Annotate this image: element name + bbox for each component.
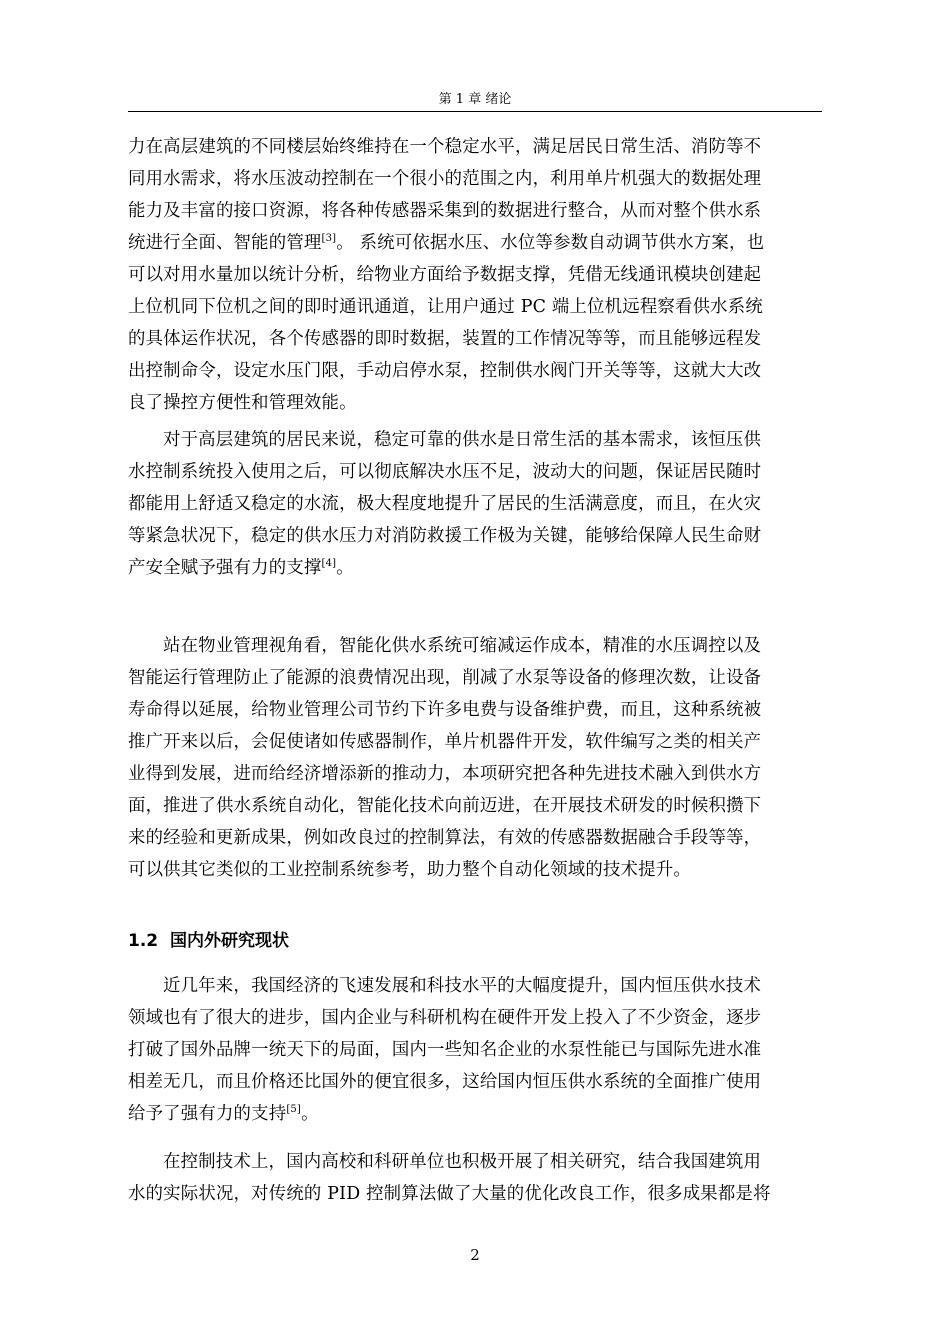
text-line: 可以供其它类似的工业控制系统参考，助力整个自动化领域的技术提升。: [128, 860, 691, 880]
text-fragment: 。 系统可依据水压、水位等参数自动调节供水方案，也: [336, 233, 765, 253]
text-fragment: 。: [336, 558, 354, 578]
text-line: 推广开来以后，会促使诸如传感器制作，单片机器件开发，软件编写之类的相关产: [128, 732, 762, 752]
paragraph: [128, 1146, 822, 1210]
text-line-with-citation: [128, 1098, 822, 1130]
text-line: 都能用上舒适又稳定的水流，极大程度地提升了居民的生活满意度，而且，在火灾: [128, 494, 762, 514]
text-line: 的具体运作状况，各个传感器的即时数据，装置的工作情况等等，而且能够远程发: [128, 329, 762, 349]
text-fragment: 。: [301, 1104, 319, 1124]
paragraph: [128, 131, 822, 419]
text-line-with-citation: [128, 227, 822, 259]
text-line: 相差无几，而且价格还比国外的便宜很多，这给国内恒压供水系统的全面推广使用: [128, 1072, 762, 1092]
citation-ref: [4]: [321, 558, 337, 569]
paragraph: [128, 630, 822, 886]
text-line: 能力及丰富的接口资源，将各种传感器采集到的数据进行整合，从而对整个供水系: [128, 201, 762, 221]
text-line: 近几年来，我国经济的飞速发展和科技水平的大幅度提升，国内恒压供水技术: [163, 976, 762, 996]
citation-ref: [5]: [286, 1104, 302, 1115]
text-line: 来的经验和更新成果，例如改良过的控制算法，有效的传感器数据融合手段等等，: [128, 828, 762, 848]
text-line: 业得到发展，进而给经济增添新的推动力，本项研究把各种先进技术融入到供水方: [128, 764, 762, 784]
text-line: 等紧急状况下，稳定的供水压力对消防救援工作极为关键，能够给保障人民生命财: [128, 526, 762, 546]
text-line: 站在物业管理视角看，智能化供水系统可缩减运作成本，精准的水压调控以及: [163, 636, 762, 656]
text-line: 在控制技术上，国内高校和科研单位也积极开展了相关研究，结合我国建筑用: [163, 1152, 762, 1172]
section-title: 国内外研究现状: [169, 931, 289, 951]
text-line-with-citation: [128, 552, 822, 584]
running-header: 第 1 章 绪论: [438, 92, 512, 107]
text-line: 寿命得以延展，给物业管理公司节约下许多电费与设备维护费，而且，这种系统被: [128, 700, 762, 720]
text-line: 智能运行管理防止了能源的浪费情况出现，削减了水泵等设备的修理次数，让设备: [128, 668, 762, 688]
text-line: 可以对用水量加以统计分析，给物业方面给予数据支撑，凭借无线通讯模块创建起: [128, 265, 762, 285]
section-heading: [128, 928, 289, 954]
text-line: 同用水需求，将水压波动控制在一个很小的范围之内，利用单片机强大的数据处理: [128, 169, 762, 189]
text-line: 水的实际状况，对传统的 PID 控制算法做了大量的优化改良工作，很多成果都是将: [128, 1184, 771, 1204]
citation-ref: [3]: [321, 233, 337, 244]
paragraph: [128, 970, 822, 1130]
text-line: 出控制命令，设定水压门限，手动启停水泵，控制供水阀门开关等等，这就大大改: [128, 361, 762, 381]
text-line: 打破了国外品牌一统天下的局面，国内一些知名企业的水泵性能已与国际先进水准: [128, 1040, 762, 1060]
text-fragment: 产安全赋予强有力的支撑: [128, 558, 322, 578]
text-line: 上位机同下位机之间的即时通讯通道，让用户通过 PC 端上位机远程察看供水系统: [128, 297, 763, 317]
text-line: 面，推进了供水系统自动化，智能化技术向前迈进，在开展技术研发的时候积攒下: [128, 796, 762, 816]
text-fragment: 给予了强有力的支持: [128, 1104, 287, 1124]
page-number: 2: [470, 1246, 480, 1264]
paragraph: [128, 424, 822, 584]
text-fragment: 统进行全面、智能的管理: [128, 233, 322, 253]
text-line: 对于高层建筑的居民来说，稳定可靠的供水是日常生活的基本需求，该恒压供: [163, 430, 762, 450]
header-rule: [128, 111, 822, 112]
text-line: 力在高层建筑的不同楼层始终维持在一个稳定水平，满足居民日常生活、消防等不: [128, 137, 762, 157]
text-line: 良了操控方便性和管理效能。: [128, 393, 357, 413]
text-line: 领域也有了很大的进步，国内企业与科研机构在硬件开发上投入了不少资金，逐步: [128, 1008, 762, 1028]
section-number: 1.2: [128, 931, 159, 951]
text-line: 水控制系统投入使用之后，可以彻底解决水压不足，波动大的问题，保证居民随时: [128, 462, 762, 482]
